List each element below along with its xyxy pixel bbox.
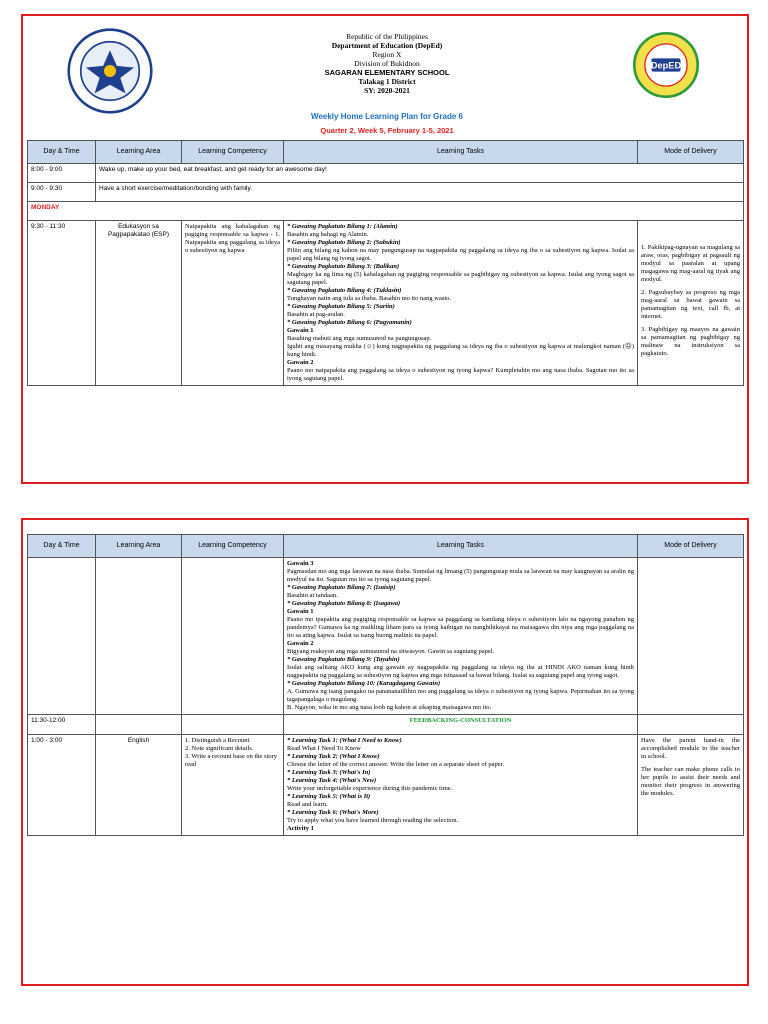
task-instruction: Pagmasdan mo ang mga larawan na nasa ibaba. Sumulat ng limang (5) pangungusap mula sa larawan na may kaugnayan sa aralin ng modyul na ito. Sagutan mo ito sa iyong sagutang papel. — [287, 568, 634, 583]
division-line: Division of Bukidnon — [354, 59, 420, 68]
row-time: 8:00 - 9:00 — [28, 164, 96, 183]
table-row — [28, 735, 744, 836]
task-instruction: Bigyang reaksyon ang mga sumusunod na sitwasyon. Gawin sa sagutang papel. — [287, 648, 495, 655]
task-heading: * Gawaing Pagkatuto Bilang 10: (Karagdagang Gawain) — [287, 680, 441, 687]
plan-table-page-one — [27, 140, 744, 386]
task-instruction: Piliin ang bilang ng kahon na may pangungusap na nagpapakita ng paggalang sa ideya ng iba o sa suhestiyon ng kapwa. Isulat sa papel ang bilang ng iyong sagot. — [287, 247, 634, 262]
mode-of-delivery — [638, 735, 744, 836]
plan-table-page-two — [27, 534, 744, 836]
learning-tasks — [284, 558, 638, 715]
task-heading: * Gawaing Pagkatuto Bilang 8: (Isagawa) — [287, 600, 401, 607]
col-header-tasks: Learning Tasks — [284, 535, 638, 558]
task-instruction: Try to apply what you have learned through reading the selection. — [287, 817, 459, 824]
table-row — [28, 558, 744, 715]
task-instruction: Write your unforgettable experience during this pandemic time. — [287, 785, 453, 792]
republic-line: Republic of the Philippines — [346, 32, 428, 41]
competency-item: 3. Write a recount base on the story read — [185, 753, 278, 768]
row-time — [28, 558, 96, 715]
learning-competency — [182, 715, 284, 735]
task-instruction: A. Gumawa ng isang pangako na panananatilihin mo ang paggalang sa ideya o suhestiyon ng iyong kapwa. Pepirmahan ito sa iyong tagapangalaga o magulang. — [287, 688, 634, 703]
table-row — [28, 183, 744, 202]
school-name: SAGARAN ELEMENTARY SCHOOL — [324, 68, 450, 77]
deped-seal-icon — [67, 28, 153, 114]
col-header-competency: Learning Competency — [182, 141, 284, 164]
department-line: Department of Education (DepEd) — [331, 41, 443, 50]
activity-heading: Gawain 2 — [287, 640, 314, 647]
row-activity: Wake up, make up your bed, eat breakfast, and get ready for an awesome day! — [96, 164, 744, 183]
learning-area: Edukasyon sa Pagpapakatao (ESP) — [96, 221, 182, 386]
task-heading: * Learning Task 4: (What's New) — [287, 777, 377, 784]
header-text-block — [203, 32, 571, 95]
day-label: MONDAY — [28, 202, 744, 221]
task-heading: * Gawaing Pagkatuto Bilang 3: (Balikan) — [287, 263, 400, 270]
table-row — [28, 164, 744, 183]
page-two — [21, 518, 749, 986]
learning-area — [96, 558, 182, 715]
task-instruction: Iguhit ang masayang mukha (☺) kung nagpapakita ng paggalang sa ideya ng iba o suhestiyon ng kapwa at malungkot naman (☹) kung hindi. — [287, 343, 634, 358]
school-year: SY: 2020-2021 — [364, 86, 410, 95]
learning-area: English — [96, 735, 182, 836]
learning-tasks — [284, 221, 638, 386]
col-header-tasks: Learning Tasks — [284, 141, 638, 164]
task-instruction: Paano mo naipapakita ang paggalang sa ideya o suhestiyon ng iyong kapwa? Kumpletuhin mo ang nasa ibaba. Sagutan mo ito sa iyong sagutang papel. — [287, 367, 634, 382]
school-seal-icon — [633, 32, 699, 98]
competency-item: 1. Distinguish a Recount — [185, 737, 250, 744]
task-heading: * Learning Task 5: (What is It) — [287, 793, 371, 800]
learning-competency — [182, 558, 284, 715]
plan-title: Weekly Home Learning Plan for Grade 6 — [311, 112, 463, 121]
col-header-delivery: Mode of Delivery — [638, 535, 744, 558]
learning-tasks — [284, 735, 638, 836]
task-instruction: B. Ngayon, wika in mo ang nasa loob ng kahon at sikaping maisagawa mo ito. — [287, 704, 492, 711]
task-instruction: Paano mo ipapakita ang pagiging responsable sa kapwa sa paggalang sa kanilang ideya o suhestiyon lalo na ngayong panahon ng pandemya? Gumawa ka ng maikling liham para sa iyong kaibigan na nanghihikayat na maisagawa din niya ang mga paggalang na ito sa ating kapwa. Isulat sa isang buong malinis na papel. — [287, 616, 634, 639]
table-row — [28, 715, 744, 735]
table-header-row — [28, 141, 744, 164]
feedback-consultation: FEEDBACKING-CONSULTATION — [284, 715, 638, 735]
task-instruction: Basahin ang bahagi ng Alamin. — [287, 231, 369, 238]
col-header-day-time: Day & Time — [28, 141, 96, 164]
mode-of-delivery — [638, 221, 744, 386]
mode-of-delivery — [638, 558, 744, 715]
col-header-learning-area: Learning Area — [96, 535, 182, 558]
task-instruction: Basahing mabuti ang mga sumusunod na pangungusap. — [287, 335, 432, 342]
page-one — [21, 14, 749, 484]
task-heading: * Gawaing Pagkatuto Bilang 1: (Alamin) — [287, 223, 398, 230]
row-time: 9:00 - 9:30 — [28, 183, 96, 202]
row-time: 11:30-12:00 — [28, 715, 96, 735]
task-heading: * Gawaing Pagkatuto Bilang 2: (Subukin) — [287, 239, 401, 246]
task-instruction: Choose the letter of the correct answer. Write the letter on a separate sheet of paper. — [287, 761, 505, 768]
col-header-delivery: Mode of Delivery — [638, 141, 744, 164]
task-heading: * Gawaing Pagkatuto Bilang 4: (Tuklasin) — [287, 287, 402, 294]
delivery-item: Have the parent hand-in the accomplished module to the teacher in school. — [641, 737, 740, 760]
mode-of-delivery — [638, 715, 744, 735]
learning-area — [96, 715, 182, 735]
activity-heading: Gawain 1 — [287, 327, 314, 334]
col-header-competency: Learning Competency — [182, 535, 284, 558]
table-header-row — [28, 535, 744, 558]
task-heading: * Learning Task 1: (What I Need to Know) — [287, 737, 402, 744]
task-instruction: Tunghayan natin ang tula sa ibaba. Basahin mo ito nang wasto. — [287, 295, 452, 302]
table-row — [28, 221, 744, 386]
delivery-item: The teacher can make phone calls to her pupils to assist their needs and monitor their progress in answering the modules. — [641, 766, 740, 797]
day-label-row — [28, 202, 744, 221]
task-heading: * Gawaing Pagkatuto Bilang 9: (Tayahin) — [287, 656, 400, 663]
plan-quarter: Quarter 2, Week 5, February 1-5, 2021 — [320, 126, 454, 135]
activity-heading: Gawain 1 — [287, 608, 314, 615]
task-heading: * Learning Task 2: (What I Know) — [287, 753, 380, 760]
competency-item: 2. Note significant details. — [185, 745, 254, 752]
activity-heading: Gawain 3 — [287, 560, 314, 567]
delivery-item: 3. Pagbibigay ng maayos na gawain sa pamamagitan ng pagbibigay ng malinaw na instruksiyon sa pagkatuto. — [641, 325, 740, 357]
task-heading: * Gawaing Pagkatuto Bilang 6: (Pagyamanin) — [287, 319, 412, 326]
task-instruction: Magbigay ka ng lima ng (5) kahalagahan ng pagiging responsable sa pagbibigay ng suhestiyon sa kapwa. Isulat ang iyong sagot sa sagutang papel. — [287, 271, 634, 286]
row-time: 1:00 - 3:00 — [28, 735, 96, 836]
task-heading: * Learning Task 3: (What's In) — [287, 769, 371, 776]
delivery-item: 1. Pakikipag-ugnayan sa magulang sa araw, oras, pagbibigay at pagsauli ng modyul sa paaralan at upang magagawa ng mag-aaral ng tiyak ang modyul. — [641, 243, 740, 283]
activity-heading: Gawain 2 — [287, 359, 314, 366]
task-heading: * Gawaing Pagkatuto Bilang 7: (Isaisip) — [287, 584, 396, 591]
region-line: Region X — [372, 50, 402, 59]
task-instruction: Read and learn. — [287, 801, 328, 808]
task-instruction: Basahin at pag-aralan. — [287, 311, 345, 318]
col-header-learning-area: Learning Area — [96, 141, 182, 164]
task-instruction: Basahin at tandaan. — [287, 592, 338, 599]
learning-competency — [182, 735, 284, 836]
task-heading: * Gawaing Pagkatuto Bilang 5: (Suriin) — [287, 303, 395, 310]
school-seal-label: DepED — [650, 60, 682, 71]
col-header-day-time: Day & Time — [28, 535, 96, 558]
learning-competency: Naipapakita ang kahalagahan ng pagiging responsable sa kapwa - 1. Naipapakita ang paggalang sa ideya o suhestiyon ng kapwa — [182, 221, 284, 386]
task-instruction: Read What I Need To Know — [287, 745, 361, 752]
row-time: 9:30 - 11:30 — [28, 221, 96, 386]
delivery-item: 2. Pagsubaybay sa progreso ng mga mag-aaral sa bawat gawain sa pamamagitan ng text, call fb, at internet. — [641, 288, 740, 320]
activity-heading: Activity 1 — [287, 825, 314, 832]
document-header — [23, 16, 747, 140]
task-heading: * Learning Task 6: (What's More) — [287, 809, 379, 816]
district-line: Talakag 1 District — [358, 77, 416, 86]
row-activity: Have a short exercise/meditation/bonding with family. — [96, 183, 744, 202]
task-instruction: Isulat ang salitang AKO kung ang gawain ay nagpapakita ng paggalang sa ideya ng iba at HINDI AKO naman kung hindi nagpapakita ng paggalang sa suhestiyon ng kapwa ang mga isinasaad sa bawat bilang. Isulat sa sagutang papel ang iyong sagot. — [287, 664, 634, 679]
